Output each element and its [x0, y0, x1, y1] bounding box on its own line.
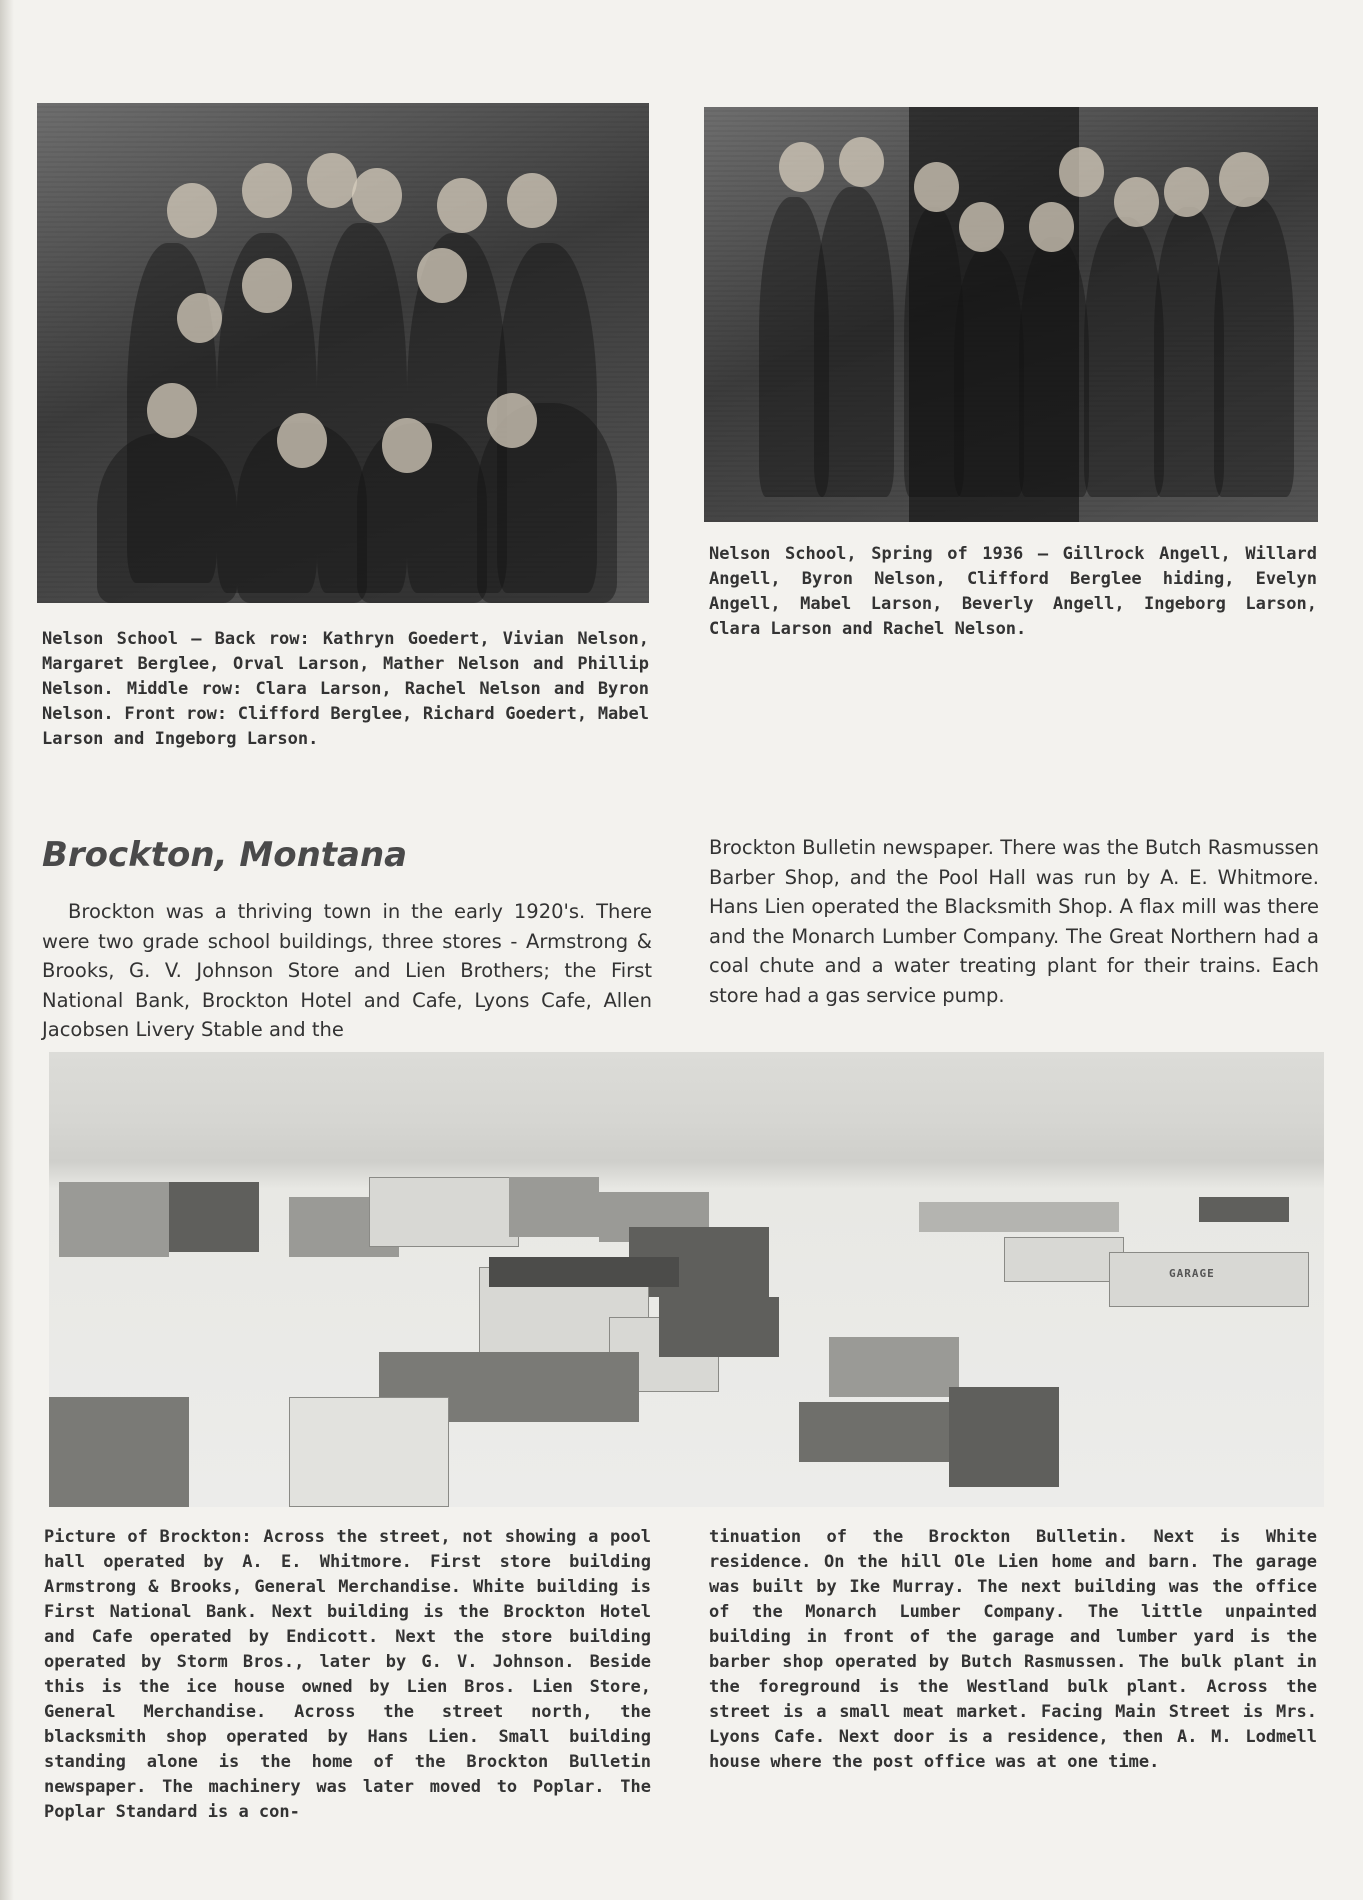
- nelson-school-1936-photo: [704, 107, 1318, 522]
- page-spine-shadow: [0, 0, 14, 1900]
- caption-nelson-school-group: Nelson School — Back row: Kathryn Goedert, Vivian Nelson, Margaret Berglee, Orval Larson, Mather Nelson and Phillip Nelson. Middle row: Clara Larson, Rachel Nelson and Byron Nelson. Front row: Clifford Berglee, Richard Goedert, Mabel Larson and Ingeborg Larson.: [42, 629, 649, 749]
- article-paragraph-left: Brockton was a thriving town in the early 1920's. There were two grade school buildings, three stores - Armstrong & Brooks, G. V. Johnson Store and Lien Brothers; the First National Bank, Brockton Hotel and Cafe, Lyons Cafe, Allen Jacobsen Livery Stable and the: [42, 900, 652, 1041]
- caption-brockton-left: Picture of Brockton: Across the street, not showing a pool hall operated by A. E. Whitmore. First store building Armstrong & Brooks, General Merchandise. White building is First National Bank. Next building is the Brockton Hotel and Cafe operated by Endicott. Next the store building operated by Storm Bros., later by G. V. Johnson. Beside this is the ice house owned by Lien Bros. Lien Store, General Merchandise. Across the street north, the blacksmith shop operated by Hans Lien. Small building standing alone is the home of the Brockton Bulletin newspaper. The machinery was later moved to Poplar. The Poplar Standard is a con-: [44, 1527, 651, 1822]
- garage-sign: GARAGE: [1169, 1267, 1215, 1280]
- article-paragraph-right: Brockton Bulletin newspaper. There was the Butch Rasmussen Barber Shop, and the Pool Hall was run by A. E. Whitmore. Hans Lien operated the Blacksmith Shop. A flax mill was there and the Monarch Lumber Company. The Great Northern had a coal chute and a water treating plant for their trains. Each store had a gas service pump.: [709, 836, 1319, 1007]
- nelson-school-group-photo: [37, 103, 649, 603]
- article-heading: Brockton, Montana: [42, 835, 408, 875]
- caption-nelson-school-1936: Nelson School, Spring of 1936 — Gillrock Angell, Willard Angell, Byron Nelson, Clifford Berglee hiding, Evelyn Angell, Mabel Larson, Beverly Angell, Ingeborg Larson, Clara Larson and Rachel Nelson.: [709, 544, 1317, 639]
- caption-brockton-right: tinuation of the Brockton Bulletin. Next is White residence. On the hill Ole Lien home and barn. The garage was built by Ike Murray. The next building was the office of the Monarch Lumber Company. The little unpainted building in front of the garage and lumber yard is the barber shop operated by Butch Rasmussen. The bulk plant in the foreground is the Westland bulk plant. Across the street is a small meat market. Facing Main Street is Mrs. Lyons Cafe. Next door is a residence, then A. M. Lodmell house where the post office was at one time.: [709, 1527, 1317, 1772]
- brockton-town-photo: [49, 1052, 1324, 1507]
